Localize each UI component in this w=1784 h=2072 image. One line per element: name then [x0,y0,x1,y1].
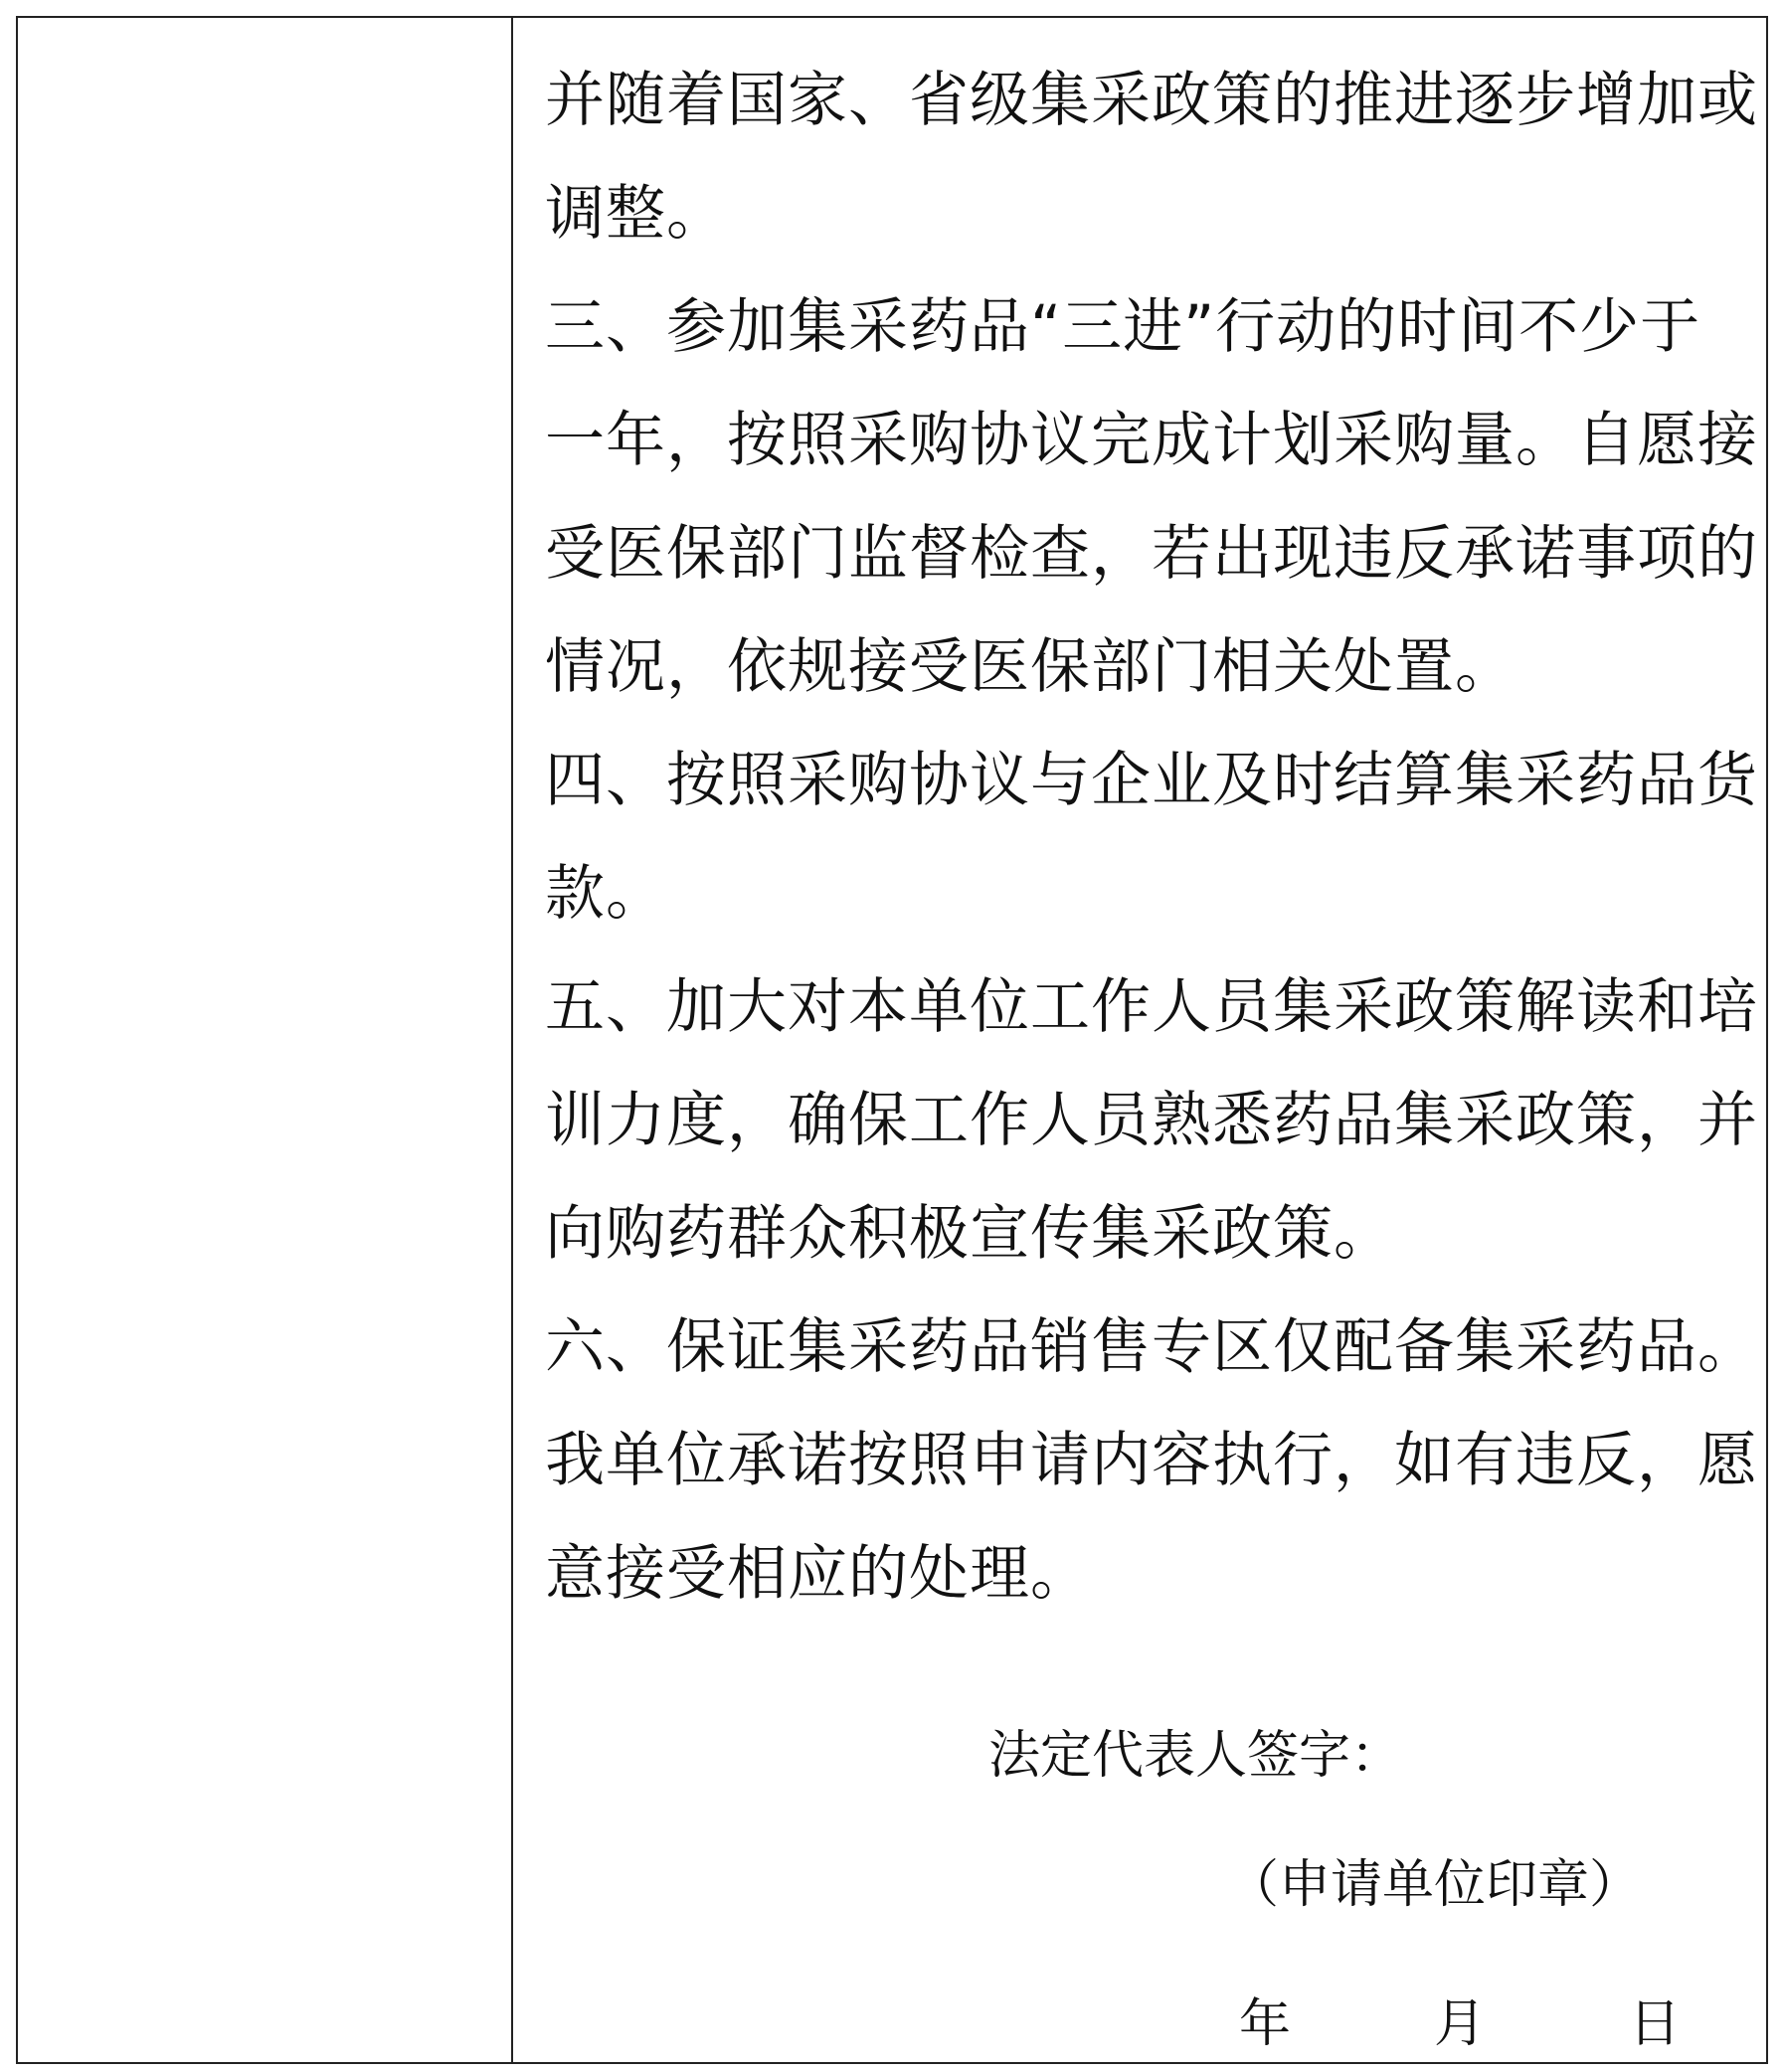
left-label-cell [18,18,511,2062]
paragraph-item-3: 三、参加集采药品“三进”行动的时间不少于一年，按照采购协议完成计划采购量。自愿接受医保部门监督检查，若出现违反承诺事项的情况，依规接受医保部门相关处置。 [545,292,1758,702]
paragraph-item-4: 四、按照采购协议与企业及时结算集采药品货款。 [545,746,1758,929]
paragraph-item-5: 五、加大对本单位工作人员集采政策解读和培训力度，确保工作人员熟悉药品集采政策，并向购药群众积极宣传集采政策。 [545,972,1758,1269]
paragraph-pledge: 我单位承诺按照申请内容执行，如有违反，愿意接受相应的处理。 [545,1426,1758,1609]
commitment-body [545,44,1758,1631]
paragraph-item-6: 六、保证集采药品销售专区仅配备集采药品。 [545,1312,1758,1382]
commitment-content-cell [513,18,1766,2062]
form-table [16,16,1768,2064]
seal-label: （申请单位印章） [1227,1855,1642,1915]
date-month-label: 月 [1434,1994,1487,2054]
date-day-label: 日 [1629,1994,1682,2054]
date-year-label: 年 [1239,1994,1292,2054]
signature-label: 法定代表人签字： [988,1726,1403,1786]
paragraph-continuation: 并随着国家、省级集采政策的推进逐步增加或调整。 [545,66,1758,249]
date-line [1239,1985,1689,2064]
